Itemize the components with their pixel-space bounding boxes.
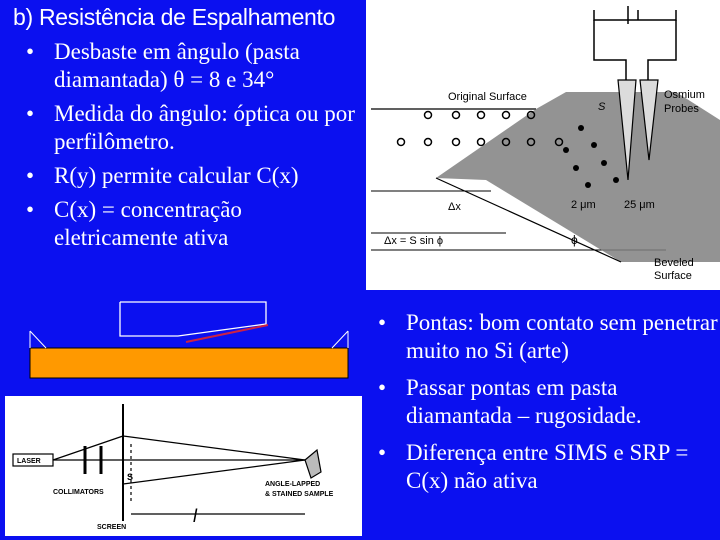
slide-title: b) Resistência de Espalhamento [13, 4, 336, 30]
bullet-item: • Desbaste em ângulo (pasta diamantada) θ = 8 e 34° [26, 39, 300, 92]
bullet-item: • Pontas: bom contato sem penetrar muito no Si (arte) [378, 310, 718, 363]
screen-label: SCREEN [97, 524, 127, 531]
s-distance-label: S [127, 472, 134, 482]
bullet-icon: • [378, 310, 387, 335]
bullet-icon: • [26, 101, 35, 126]
optics-diagram [5, 396, 362, 536]
bullet-icon: • [378, 375, 387, 400]
phi-label: ϕ [571, 233, 578, 247]
bullet-icon: • [378, 440, 387, 465]
surface-label: Surface [654, 270, 692, 282]
bullet-item: • Diferença entre SIMS e SRP = C(x) não ativa [378, 440, 689, 493]
bullet-item: • R(y) permite calcular C(x) [26, 163, 299, 188]
bullet-icon: • [26, 39, 35, 64]
s-label: S [598, 101, 606, 113]
bullet-item: • Medida do ângulo: óptica ou por perfilômetro. [26, 101, 355, 154]
laser-label: LASER [17, 458, 41, 465]
l-distance-label: l [193, 506, 197, 526]
collimators-label: COLLIMATORS [53, 489, 104, 496]
sample-label-1: ANGLE-LAPPED [265, 481, 321, 488]
right-bullet-list [378, 309, 718, 504]
probe-diagram [366, 0, 720, 290]
spacing-2um-label: 2 μm [571, 199, 596, 211]
formula-label: Δx = S sin ϕ [384, 235, 444, 247]
delta-x-label: Δx [448, 201, 461, 213]
left-bullet-list [26, 38, 366, 258]
bullet-icon: • [26, 163, 35, 188]
osmium-label: Osmium [664, 89, 705, 101]
bullet-icon: • [26, 197, 35, 222]
spacing-25um-label: 25 μm [624, 199, 655, 211]
bullet-item: • Passar pontas em pasta diamantada – rugosidade. [378, 375, 642, 428]
sample-label-2: & STAINED SAMPLE [265, 491, 334, 498]
bevel-sketch [28, 296, 352, 382]
sample-block [30, 348, 348, 378]
bullet-item: • C(x) = concentração eletricamente ativa [26, 197, 242, 250]
original-surface-label: Original Surface [448, 91, 527, 103]
probes-label: Probes [664, 103, 699, 115]
beveled-label: Beveled [654, 257, 694, 269]
